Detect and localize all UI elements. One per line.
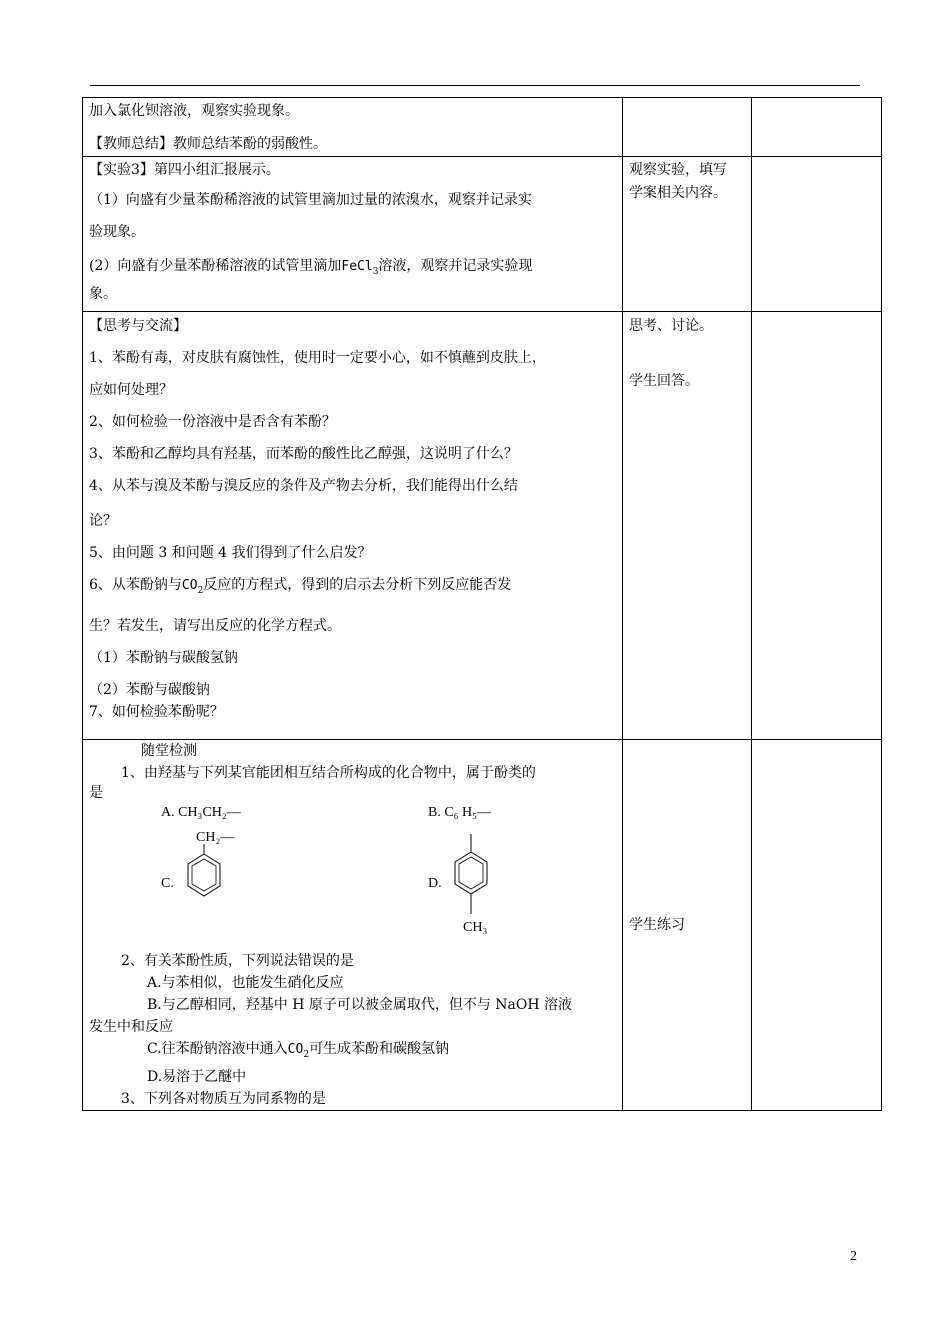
text-line: 论？ [89,513,117,529]
student-activity-cell [623,98,752,157]
option-d: D. [428,876,442,891]
notes-cell [752,98,882,157]
text-fragment: (2）向盛有少量苯酚稀溶液的试管里滴加 [89,258,342,274]
text-line: 加入氯化钡溶液，观察实验现象。 [89,103,299,119]
text-line: （2）苯酚与碳酸钠 [89,681,210,698]
text-line: 是 [89,785,103,801]
text-line: 2、有关苯酚性质，下列说法错误的是 [121,953,354,969]
notes-cell [752,740,882,1111]
text-line: 验现象。 [89,224,145,240]
option-b: B. C₆ H₅— [428,805,492,820]
table-row [83,312,882,740]
subscript: 2 [197,585,204,596]
text-line: D.易溶于乙醚中 [147,1068,247,1085]
notes-cell [752,157,882,312]
text-line: 1、由羟基与下列某官能团相互结合所构成的化合物中，属于酚类的 [121,765,536,781]
option-c-substituent: CH₂— [196,830,235,845]
formula: FeCl [341,259,373,274]
option-d-substituent: CH₃ [463,920,488,935]
option-a: A. CH₃CH₂— [161,805,241,820]
teacher-activity-cell [83,740,623,1111]
text-line: 象。 [89,285,117,302]
experiment-title: 【实验3】第四小组汇报展示。 [89,162,280,178]
text-line: 3、苯酚和乙醇均具有羟基，而苯酚的酸性比乙醇强，这说明了什么？ [89,446,518,462]
toluene-ring-d [451,834,491,934]
teacher-activity-cell [83,157,623,312]
table-row [83,157,882,312]
text-line: 4、从苯与溴及苯酚与溴反应的条件及产物去分析，我们能得出什么结 [89,478,518,494]
text-fragment: C.往苯酚钠溶液中通入 [147,1041,288,1057]
text-line: 学生练习 [629,916,685,933]
option-c: C. [161,876,174,891]
structure-options [89,802,616,950]
teacher-activity-cell [83,312,623,740]
text-line: B.与乙醇相同，羟基中 H 原子可以被金属取代，但不与 NaOH 溶液 [147,997,573,1013]
text-line: （1）向盛有少量苯酚稀溶液的试管里滴加过量的浓溴水，观察并记录实 [89,192,532,208]
student-activity-text [629,159,745,205]
text-line: 思考、讨论。 [629,318,713,334]
text-line [89,255,616,283]
text-line [89,1038,616,1066]
teacher-summary: 【教师总结】教师总结苯酚的弱酸性。 [89,136,327,152]
text-line: 7、如何检验苯酚呢？ [89,703,224,720]
text-fragment: 溶液，观察并记录实验现 [378,258,533,274]
formula: CO [287,1042,304,1057]
text-line: 发生中和反应 [89,1019,173,1035]
text-fragment: 6、从苯酚钠与 [89,577,182,593]
text-line: 5、由问题 3 和问题 4 我们得到了什么启发？ [89,545,372,561]
page-number: 2 [850,1249,857,1264]
text-line: 观察实验，填写 [629,162,727,178]
text-line: （1）苯酚钠与碳酸氢钠 [89,649,238,666]
table-row [83,740,882,1111]
text-line [89,574,616,602]
notes-cell [752,312,882,740]
text-fragment: 可生成苯酚和碳酸氢钠 [309,1041,450,1057]
student-activity-cell [623,740,752,1111]
text-line: 学生回答。 [629,373,699,389]
text-line: 生？若发生，请写出反应的化学方程式。 [89,617,341,634]
teacher-activity-cell [83,98,623,157]
student-activity-cell [623,312,752,740]
text-fragment: 反应的方程式，得到的启示去分析下列反应能否发 [203,577,512,593]
header-rule [90,85,860,86]
subscript: 3 [372,266,379,277]
table-row [83,98,882,157]
lesson-table [82,97,882,1111]
text-line: 应如何处理？ [89,382,173,398]
text-line: 3、下列各对物质互为同系物的是 [121,1090,326,1107]
text-line: A.与苯相似，也能发生硝化反应 [147,975,344,991]
student-activity-cell [623,157,752,312]
subscript: 2 [303,1049,310,1060]
text-line: 2、如何检验一份溶液中是否含有苯酚？ [89,414,336,430]
formula: CO [181,578,198,593]
benzene-ring-c [184,844,224,906]
section-title: 【思考与交流】 [89,318,187,334]
text-line: 1、苯酚有毒，对皮肤有腐蚀性，使用时一定要小心，如不慎蘸到皮肤上， [89,350,546,366]
text-line: 学案相关内容。 [629,185,727,201]
section-title: 随堂检测 [141,743,197,759]
